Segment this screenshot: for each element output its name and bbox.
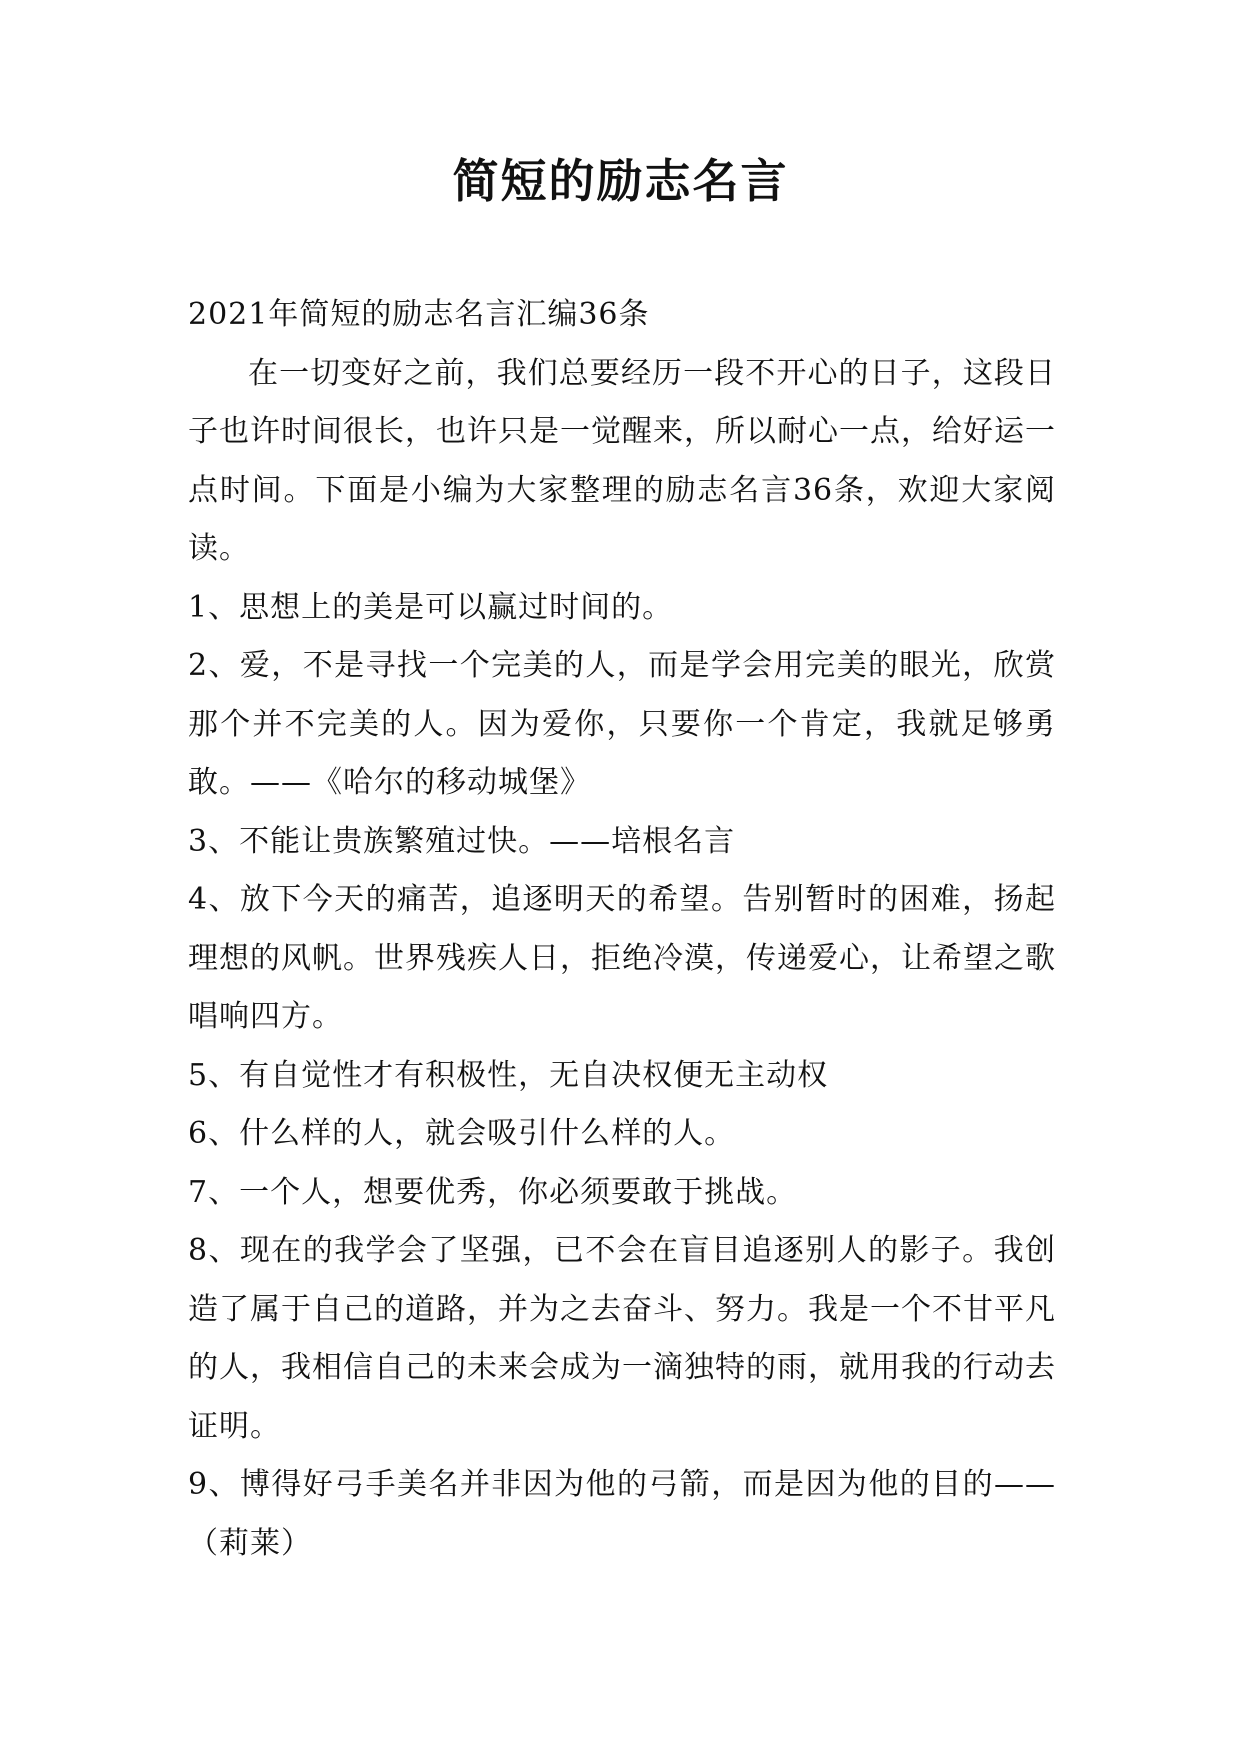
- document-subtitle: 2021年简短的励志名言汇编36条: [188, 297, 650, 332]
- quote-item-6: 6、什么样的人，就会吸引什么样的人。: [188, 1116, 736, 1151]
- quote-item-2: 2、爱，不是寻找一个完美的人，而是学会用完美的眼光，欣赏那个并不完美的人。因为爱你，只要你一个肯定，我就足够勇敢。——《哈尔的移动城堡》: [188, 648, 1056, 800]
- document-title: 简短的励志名言: [452, 154, 789, 208]
- intro-paragraph: 在一切变好之前，我们总要经历一段不开心的日子，这段日子也许时间很长，也许只是一觉醒来，所以耐心一点，给好运一点时间。下面是小编为大家整理的励志名言36条，欢迎大家阅读。: [188, 355, 1056, 566]
- quote-item-5: 5、有自觉性才有积极性，无自决权便无主动权: [188, 1057, 829, 1093]
- quote-item-3: 3、不能让贵族繁殖过快。——培根名言: [188, 823, 736, 859]
- document-body: [188, 286, 1056, 1573]
- quote-item-4: 4、放下今天的痛苦，追逐明天的希望。告别暂时的困难，扬起理想的风帆。世界残疾人日，拒绝冷漠，传递爱心，让希望之歌唱响四方。: [188, 882, 1056, 1034]
- quote-item-1: 1、思想上的美是可以赢过时间的。: [188, 589, 674, 625]
- quote-item-8: 8、现在的我学会了坚强，已不会在盲目追逐别人的影子。我创造了属于自己的道路，并为之去奋斗、努力。我是一个不甘平凡的人，我相信自己的未来会成为一滴独特的雨，就用我的行动去证明。: [188, 1233, 1056, 1444]
- quote-item-9: 9、博得好弓手美名并非因为他的弓箭，而是因为他的目的——（莉莱）: [188, 1467, 1056, 1561]
- quote-item-7: 7、一个人，想要优秀，你必须要敢于挑战。: [188, 1174, 798, 1210]
